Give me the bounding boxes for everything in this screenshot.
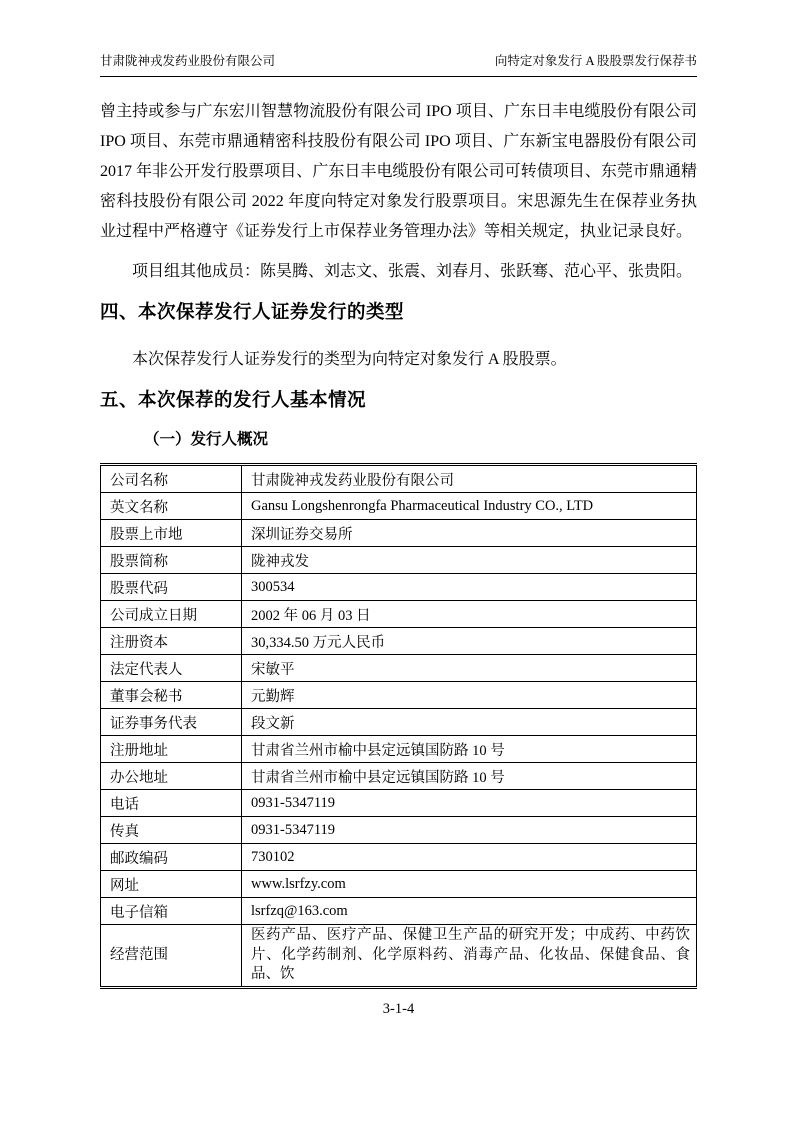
- field-value: lsrfzq@163.com: [242, 898, 697, 925]
- header-company-name: 甘肃陇神戎发药业股份有限公司: [100, 54, 276, 68]
- field-value: 甘肃陇神戎发药业股份有限公司: [242, 465, 697, 493]
- field-label: 公司名称: [101, 465, 242, 493]
- field-label: 电话: [101, 790, 242, 817]
- field-value: 300534: [242, 574, 697, 601]
- field-label: 股票简称: [101, 547, 242, 574]
- field-label: 董事会秘书: [101, 682, 242, 709]
- table-row: [101, 655, 697, 682]
- table-row: [101, 493, 697, 520]
- table-row: [101, 574, 697, 601]
- table-row: [101, 898, 697, 925]
- field-label: 股票上市地: [101, 520, 242, 547]
- table-row: [101, 925, 697, 988]
- field-label: 证券事务代表: [101, 709, 242, 736]
- table-row: [101, 844, 697, 871]
- table-row: [101, 628, 697, 655]
- page-footer: [100, 1001, 697, 1018]
- field-value: 段文新: [242, 709, 697, 736]
- field-value: 730102: [242, 844, 697, 871]
- page-header: [100, 54, 697, 77]
- section-4-heading: 四、本次保荐发行人证券发行的类型: [100, 301, 405, 322]
- field-label: 公司成立日期: [101, 601, 242, 628]
- table-row: [101, 520, 697, 547]
- field-value: Gansu Longshenrongfa Pharmaceutical Industry CO., LTD: [242, 493, 697, 520]
- section-5-heading: 五、本次保荐的发行人基本情况: [100, 389, 367, 410]
- field-value: 元勤辉: [242, 682, 697, 709]
- field-value: 0931-5347119: [242, 790, 697, 817]
- field-value: 甘肃省兰州市榆中县定远镇国防路 10 号: [242, 763, 697, 790]
- field-value: 0931-5347119: [242, 817, 697, 844]
- table-row: [101, 817, 697, 844]
- field-label: 经营范围: [101, 925, 242, 988]
- table-row: [101, 736, 697, 763]
- field-value: 30,334.50 万元人民币: [242, 628, 697, 655]
- field-label: 传真: [101, 817, 242, 844]
- table-row: [101, 547, 697, 574]
- field-value: 医药产品、医疗产品、保健卫生产品的研究开发；中成药、中药饮片、化学药制剂、化学原料药、消毒产品、化妆品、保健食品、食品、饮: [242, 925, 697, 988]
- table-row: [101, 682, 697, 709]
- field-label: 网址: [101, 871, 242, 898]
- field-label: 邮政编码: [101, 844, 242, 871]
- field-label: 注册地址: [101, 736, 242, 763]
- header-doc-title: 向特定对象发行 A 股股票发行保荐书: [494, 54, 697, 68]
- field-value: 2002 年 06 月 03 日: [242, 601, 697, 628]
- field-label: 股票代码: [101, 574, 242, 601]
- field-label: 英文名称: [101, 493, 242, 520]
- paragraph-project-team-members: 项目组其他成员：陈昊腾、刘志文、张震、刘春月、张跃骞、范心平、张贵阳。: [132, 263, 693, 280]
- field-label: 法定代表人: [101, 655, 242, 682]
- field-value: www.lsrfzy.com: [242, 871, 697, 898]
- subsection-issuer-overview-heading: （一）发行人概况: [144, 431, 269, 448]
- table-row: [101, 601, 697, 628]
- field-label: 电子信箱: [101, 898, 242, 925]
- issuer-table-body: [101, 465, 697, 988]
- document-body: [100, 97, 697, 1018]
- field-label: 注册资本: [101, 628, 242, 655]
- paragraph-sponsor-experience: 曾主持或参与广东宏川智慧物流股份有限公司 IPO 项目、广东日丰电缆股份有限公司 IPO 项目、东莞市鼎通精密科技股份有限公司 IPO 项目、广东新宝电器股份有限公司 2017 年非公开发行股票项目、广东日丰电缆股份有限公司可转债项目、东莞市鼎通精密科技股份有限公司 2022 年度向特定对象发行股票项目。宋思源先生在保荐业务执业过程中严格遵守《证券发行上市保荐业务管理办法》等相关规定，执业记录良好。: [100, 103, 697, 240]
- field-value: 深圳证券交易所: [242, 520, 697, 547]
- table-row: [101, 763, 697, 790]
- table-row: [101, 790, 697, 817]
- field-value: 宋敏平: [242, 655, 697, 682]
- field-value: 陇神戎发: [242, 547, 697, 574]
- table-row: [101, 465, 697, 493]
- table-row: [101, 871, 697, 898]
- field-label: 办公地址: [101, 763, 242, 790]
- page-number: 3-1-4: [382, 1000, 415, 1017]
- issuer-profile-table: [100, 463, 697, 989]
- table-row: [101, 709, 697, 736]
- paragraph-issue-type: 本次保荐发行人证券发行的类型为向特定对象发行 A 股股票。: [132, 351, 567, 368]
- field-value: 甘肃省兰州市榆中县定远镇国防路 10 号: [242, 736, 697, 763]
